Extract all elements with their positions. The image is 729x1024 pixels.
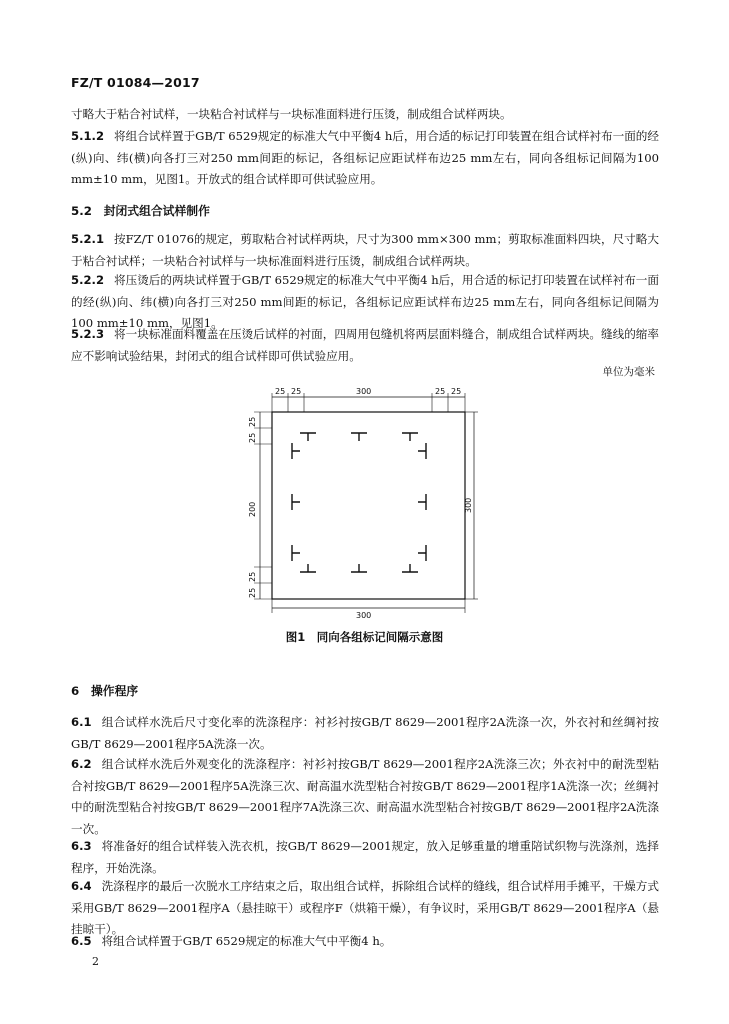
- clause-number: 5.1.2: [71, 129, 105, 143]
- clause-text: 将压烫后的两块试样置于GB/T 6529规定的标准大气中平衡4 h后，用合适的标记打印装置在试样衬布一面的经(纵)向、纬(横)向各打三对250 mm间距的标记，各组标记应距试样布边25 mm左右，同向各组标记间隔为100 mm±10 mm，见图1。: [71, 273, 659, 330]
- page-number: 2: [92, 955, 99, 968]
- clause-text: 将组合试样置于GB/T 6529规定的标准大气中平衡4 h。: [101, 934, 392, 948]
- mark-top-right: [402, 433, 418, 441]
- paragraph-6-1: [71, 712, 659, 755]
- figure-1-caption: 图1 同向各组标记间隔示意图: [285, 630, 444, 644]
- paragraph-6-5: [71, 931, 659, 953]
- dim-left-4: 25: [248, 571, 257, 582]
- section-5-2-heading: 5.2 封闭式组合试样制作: [71, 204, 210, 218]
- section-6-heading: 6 操作程序: [71, 684, 139, 698]
- dim-top-2: 25: [291, 387, 302, 396]
- mark-right-middle: [418, 494, 426, 510]
- dim-top-1: 25: [275, 387, 286, 396]
- clause-number: 6.1: [71, 715, 92, 729]
- dim-top-5: 25: [451, 387, 462, 396]
- paragraph-5-2-1: [71, 229, 659, 272]
- mark-right-bottom: [418, 545, 426, 561]
- dim-left-1: 25: [248, 416, 257, 427]
- paragraph-6-2: [71, 754, 659, 840]
- mark-left-bottom: [292, 545, 300, 561]
- figure-1-diagram: [230, 385, 480, 620]
- clause-text: 将准备好的组合试样装入洗衣机，按GB/T 8629—2001规定，放入足够重量的增重陪试织物与洗涤剂，选择程序，开始洗涤。: [71, 839, 659, 875]
- paragraph-5-1-2: [71, 126, 659, 191]
- mark-bottom-center: [351, 564, 367, 572]
- clause-number: 5.2.1: [71, 232, 105, 246]
- clause-text: 组合试样水洗后尺寸变化率的洗涤程序：衬衫衬按GB/T 8629—2001程序2A洗涤一次，外衣衬和丝绸衬按GB/T 8629—2001程序5A洗涤一次。: [71, 715, 659, 751]
- dim-left-5: 25: [248, 587, 257, 598]
- paragraph-5-2-3: [71, 324, 659, 367]
- clause-text: 将一块标准面料覆盖在压烫后试样的衬面，四周用包缝机将两层面料缝合，制成组合试样两块。缝线的缩率应不影响试验结果，封闭式的组合试样即可供试验应用。: [71, 327, 659, 363]
- dim-left-2: 25: [248, 432, 257, 443]
- mark-left-top: [292, 443, 300, 459]
- clause-number: 5.2.3: [71, 327, 105, 341]
- clause-number: 6.3: [71, 839, 92, 853]
- mark-top-center: [351, 433, 367, 441]
- mark-bottom-left: [300, 564, 316, 572]
- clause-number: 5.2.2: [71, 273, 105, 287]
- unit-label: 单位为毫米: [602, 366, 655, 378]
- dim-bottom: 300: [356, 611, 372, 620]
- dim-top-3: 300: [356, 387, 372, 396]
- clause-text: 按FZ/T 01076的规定，剪取粘合衬试样两块，尺寸为300 mm×300 mm；剪取标准面料四块，尺寸略大于粘合衬试样；一块粘合衬试样与一块标准面料进行压烫，制成组合试样两块。: [71, 232, 659, 268]
- mark-group: [292, 433, 426, 572]
- mark-top-left: [300, 433, 316, 441]
- mark-bottom-right: [402, 564, 418, 572]
- paragraph-5-1-1-continuation: 寸略大于粘合衬试样，一块粘合衬试样与一块标准面料进行压烫，制成组合试样两块。: [71, 107, 512, 121]
- specimen-square: [272, 412, 465, 599]
- clause-number: 6.4: [71, 879, 92, 893]
- clause-number: 6.2: [71, 757, 92, 771]
- mark-left-middle: [292, 494, 300, 510]
- clause-text: 组合试样水洗后外观变化的洗涤程序：衬衫衬按GB/T 8629—2001程序2A洗涤三次；外衣衬中的耐洗型粘合衬按GB/T 8629—2001程序5A洗涤三次、耐高温水洗型粘合衬按GB/T 8629—2001程序1A洗涤一次；丝绸衬中的耐洗型粘合衬按GB/T 8629—2001程序7A洗涤三次、耐高温水洗型粘合衬按GB/T 8629—2001程序2A洗涤一次。: [71, 757, 659, 836]
- clause-text: 将组合试样置于GB/T 6529规定的标准大气中平衡4 h后，用合适的标记打印装置在组合试样衬布一面的经(纵)向、纬(横)向各打三对250 mm间距的标记，各组标记应距试样布边25 mm左右，同向各组标记间隔为100 mm±10 mm，见图1。开放式的组合试样即可供试验应用。: [71, 129, 659, 186]
- clause-text: 洗涤程序的最后一次脱水工序结束之后，取出组合试样，拆除组合试样的缝线，组合试样用手摊平，干燥方式采用GB/T 8629—2001程序A（悬挂晾干）或程序F（烘箱干燥），有争议时，采用GB/T 8629—2001程序A（悬挂晾干）。: [71, 879, 659, 936]
- mark-right-top: [418, 443, 426, 459]
- dim-top-4: 25: [435, 387, 446, 396]
- standard-code-header: FZ/T 01084—2017: [71, 75, 200, 90]
- dim-right: 300: [464, 497, 473, 513]
- clause-number: 6.5: [71, 934, 92, 948]
- paragraph-6-3: [71, 836, 659, 879]
- dim-left-3: 200: [248, 501, 257, 517]
